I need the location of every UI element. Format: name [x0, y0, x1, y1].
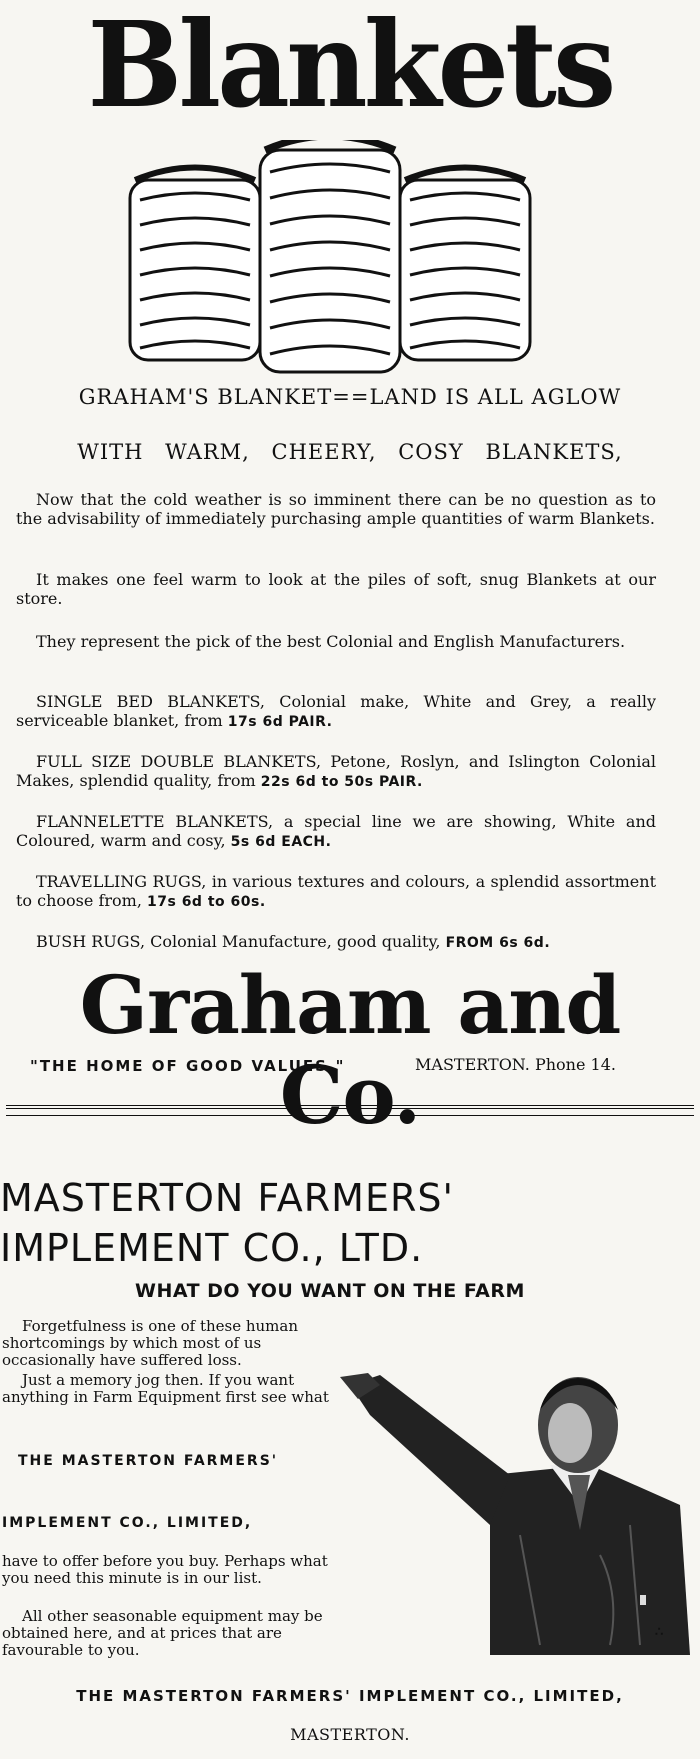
item-price: 5s 6d EACH. — [230, 834, 332, 850]
company-bold-line-2: IMPLEMENT CO., LIMITED, — [2, 1515, 253, 1531]
intro-paragraph — [16, 490, 656, 528]
item-price: 17s 6d PAIR. — [227, 714, 333, 730]
item-flannelette — [16, 812, 656, 852]
pick-paragraph-text: They represent the pick of the best Colonial and English Manufacturers. — [36, 632, 626, 651]
equipment-paragraph — [2, 1608, 342, 1659]
farmers-title-line-1: MASTERTON FARMERS' — [0, 1176, 454, 1220]
company-location: MASTERTON. Phone 14. — [415, 1055, 616, 1074]
item-bush-rugs — [16, 932, 656, 953]
item-double — [16, 752, 656, 792]
blankets-headline: Blankets — [87, 0, 613, 134]
pointing-man-illustration — [340, 1355, 695, 1655]
artist-signature: ∴ — [655, 1625, 664, 1640]
farmers-footer-location: MASTERTON. — [290, 1725, 410, 1744]
company-tagline: "THE HOME OF GOOD VALUES." — [30, 1057, 346, 1075]
item-description: TRAVELLING RUGS, in various textures and colours, a splendid assortment to choose from, — [16, 872, 656, 910]
ad-divider — [6, 1105, 694, 1116]
item-single-bed — [16, 692, 656, 732]
company-name: Graham and Co. — [79, 958, 621, 1142]
item-description: FULL SIZE DOUBLE BLANKETS, Petone, Roslyn, and Islington Colonial Makes, splendid quality, from — [16, 752, 656, 790]
memory-jog-text: Just a memory jog then. If you want anything in Farm Equipment first see what — [2, 1371, 329, 1406]
item-price: FROM 6s 6d. — [445, 935, 551, 951]
farm-question-heading: WHAT DO YOU WANT ON THE FARM — [135, 1280, 525, 1302]
item-price: 17s 6d to 60s. — [147, 894, 266, 910]
blankets-subhead-2: WITH WARM, CHEERY, COSY BLANKETS, — [77, 440, 623, 464]
warm-paragraph — [16, 570, 656, 608]
memory-jog-paragraph — [2, 1372, 342, 1406]
farmers-title-line-2: IMPLEMENT CO., LTD. — [0, 1226, 424, 1270]
blankets-subhead-1: GRAHAM'S BLANKET==LAND IS ALL AGLOW — [78, 385, 622, 409]
pick-paragraph — [16, 632, 656, 651]
offer-text: have to offer before you buy. Perhaps what you need this minute is in our list. — [2, 1552, 328, 1587]
forgetfulness-text: Forgetfulness is one of these human shortcomings by which most of us occasionally have suffered loss. — [2, 1317, 299, 1369]
item-price: 22s 6d to 50s PAIR. — [260, 774, 423, 790]
intro-paragraph-text: Now that the cold weather is so imminent there can be no question as to the advisability of immediately purchasing ample quantities of warm Blankets. — [16, 490, 656, 528]
item-description: BUSH RUGS, Colonial Manufacture, good quality, — [36, 932, 446, 951]
company-bold-line-1: THE MASTERTON FARMERS' — [18, 1453, 279, 1469]
item-description: FLANNELETTE BLANKETS, a special line we are showing, White and Coloured, warm and cosy, — [16, 812, 656, 850]
forgetfulness-paragraph — [2, 1318, 342, 1369]
farmers-footer-name: THE MASTERTON FARMERS' IMPLEMENT CO., LIMITED, — [76, 1687, 624, 1705]
warm-paragraph-text: It makes one feel warm to look at the piles of soft, snug Blankets at our store. — [16, 570, 656, 608]
blanket-stack-illustration — [120, 140, 540, 380]
item-travelling-rugs — [16, 872, 656, 912]
offer-paragraph — [2, 1553, 342, 1587]
item-description: SINGLE BED BLANKETS, Colonial make, White and Grey, a really serviceable blanket, from — [16, 692, 656, 730]
equipment-text: All other seasonable equipment may be obtained here, and at prices that are favourable to you. — [2, 1607, 323, 1659]
